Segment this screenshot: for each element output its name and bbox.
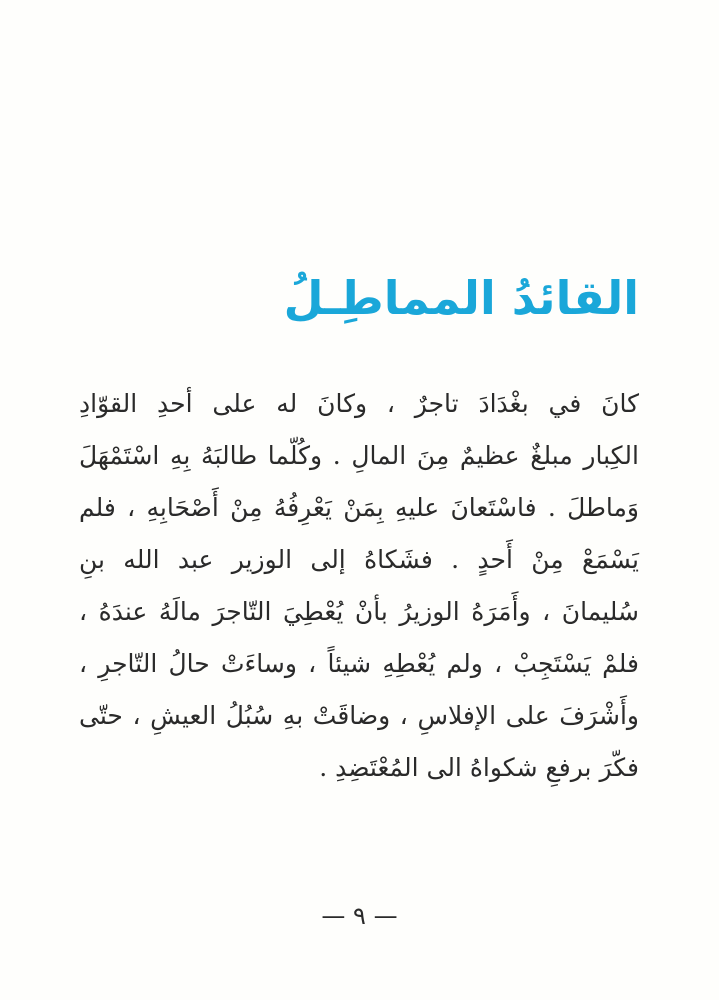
text-line: كانَ في بغْدَادَ تاجرٌ ، وكانَ له على أحدِ القوّادِ [79,389,639,418]
text-line: فكّرَ برفعِ شكواهُ الى المُعْتَضِدِ . [319,753,639,782]
text-line: وَماطلَ . فاسْتَعانَ عليهِ بِمَنْ يَعْرِفُهُ مِنْ أَصْحَابِهِ ، فلم [79,493,639,522]
text-line: وأَشْرَفَ على الإفلاسِ ، وضاقَتْ بهِ سُبُلُ العيشِ ، حتّى [79,701,639,730]
text-line: يَسْمَعْ مِنْ أَحدٍ . فشَكاهُ إلى الوزير عبد الله بنِ [79,545,639,574]
story-paragraph [79,378,639,794]
page-title: القائدُ المماطِـلُ [283,271,639,325]
text-line: سُليمانَ ، وأَمَرَهُ الوزيرُ بأنْ يُعْطِيَ التّاجرَ مالَهُ عندَهُ ، [79,597,639,626]
text-line: فلمْ يَسْتَجِبْ ، ولم يُعْطِهِ شيئاً ، وساءَتْ حالُ التّاجرِ ، [79,649,639,678]
text-line: الكِبار مبلغٌ عظيمٌ مِنَ المالِ . وكُلّما طالبَهُ بِهِ اسْتَمْهَلَ [79,441,639,470]
page-number: — ٩ — [321,902,398,930]
